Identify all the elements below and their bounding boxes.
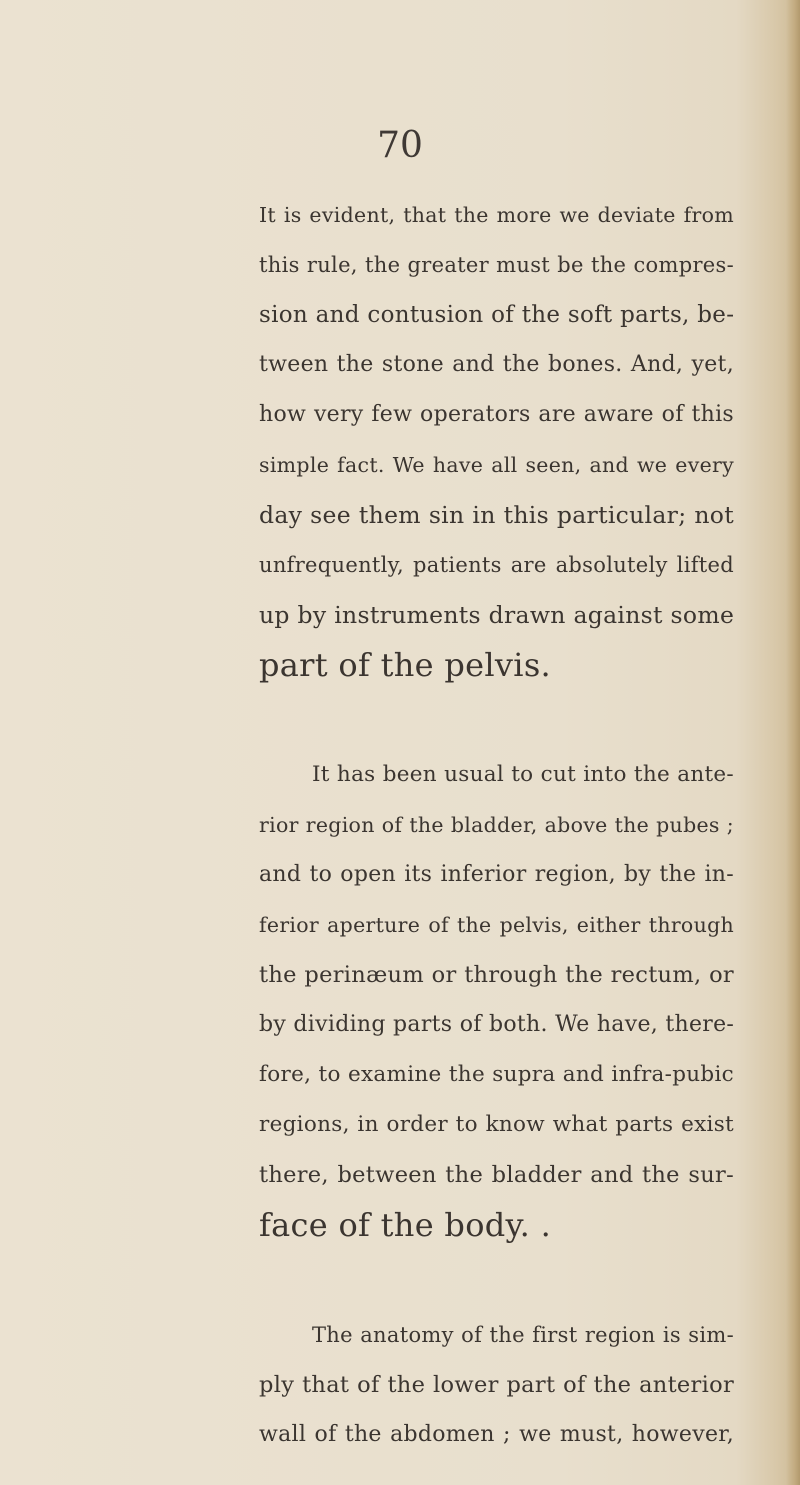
text-line: and to open its inferior region, by the in- <box>259 862 734 887</box>
text-line: wall of the abdomen ; we must, however, <box>259 1422 734 1447</box>
text-line: regions, in order to know what parts exist <box>259 1112 734 1137</box>
text-line: ferior aperture of the pelvis, either through <box>259 913 734 937</box>
text-line: simple fact. We have all seen, and we every <box>259 453 734 477</box>
text-line: up by instruments drawn against some <box>259 601 735 629</box>
text-line: how very few operators are aware of this <box>259 402 734 427</box>
text-line: rior region of the bladder, above the pubes ; <box>259 813 734 837</box>
text-line: there, between the bladder and the sur- <box>259 1162 734 1188</box>
text-line: day see them sin in this particular; not <box>259 501 734 529</box>
text-line: sion and contusion of the soft parts, be- <box>259 302 735 328</box>
text-line: unfrequently, patients are absolutely lifted <box>259 553 734 577</box>
text-line: the perinæum or through the rectum, or <box>259 962 734 988</box>
text-line: fore, to examine the supra and infra-pubic <box>259 1062 734 1087</box>
text-line: this rule, the greater must be the compres- <box>259 253 734 277</box>
page-number: 70 <box>377 125 423 166</box>
text-line: face of the body. . <box>259 1206 552 1244</box>
text-line: The anatomy of the first region is sim- <box>312 1323 734 1347</box>
text-line: It is evident, that the more we deviate from <box>259 203 734 227</box>
page-edge <box>786 0 800 1485</box>
text-line: ply that of the lower part of the anterior <box>259 1372 734 1398</box>
text-line: part of the pelvis. <box>259 646 552 684</box>
text-line: tween the stone and the bones. And, yet, <box>259 352 734 377</box>
text-line: It has been usual to cut into the ante- <box>312 762 734 787</box>
text-line: by dividing parts of both. We have, there- <box>259 1012 735 1037</box>
